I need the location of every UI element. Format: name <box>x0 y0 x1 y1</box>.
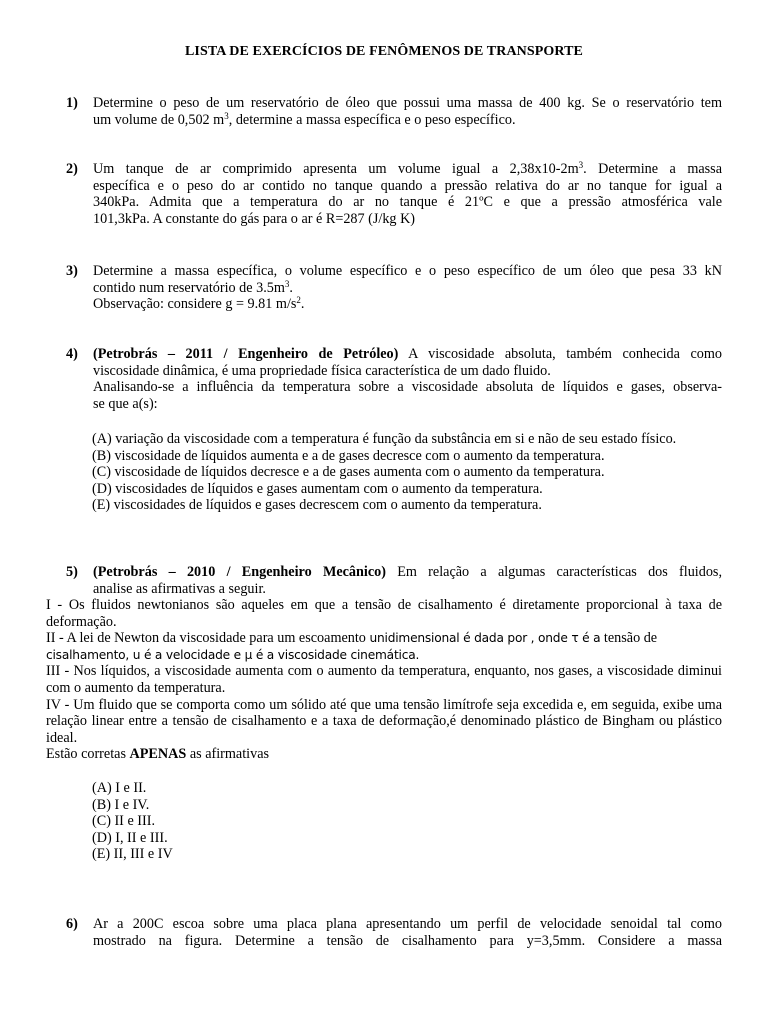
option-d: (D) viscosidades de líquidos e gases aumentam com o aumento da temperatura. <box>92 480 543 497</box>
question-2 <box>66 161 722 227</box>
option-e: (E) viscosidades de líquidos e gases decrescem com o aumento da temperatura. <box>92 497 542 514</box>
question-number: 4) <box>66 346 78 362</box>
question-5-statements <box>46 597 722 763</box>
question-text-line: analise as afirmativas a seguir. <box>93 580 266 597</box>
answer-c: (C) II e III. <box>92 813 156 830</box>
question-1 <box>66 95 722 128</box>
question-text-line: se que a(s): <box>93 395 158 412</box>
question-text-line: contido num reservatório de $3.5m^3$. <box>93 278 293 296</box>
question-text-line: viscosidade dinâmica, é uma propriedade física característica de um dado fluido. <box>93 362 551 379</box>
question-4 <box>66 346 722 412</box>
question-6 <box>66 916 722 949</box>
question-number: 6) <box>66 916 78 932</box>
answer-d: (D) I, II e III. <box>92 829 168 846</box>
page-title: LISTA DE EXERCÍCIOS DE FENÔMENOS DE TRANSPORTE <box>184 44 583 59</box>
question-4-options <box>46 431 722 514</box>
question-5-answers <box>92 780 173 863</box>
question-text-line: um volume de 0,502 $m^3$, determine a massa específica e o peso específico. <box>93 110 516 128</box>
statement-ii: II - A lei de Newton da viscosidade para um escoamento unidimensional é dada por , onde τ é a tensão de cisalhamento, u é a velocidade e μ é a viscosidade cinemática. <box>46 630 658 662</box>
statement-i: I - Os fluidos newtonianos são aqueles em que a tensão de cisalhamento é diretamente proporcional à taxa de deformação. <box>46 597 722 630</box>
question-text-line: 340kPa. Admita que a temperatura do ar no tanque é 21ºC e que a pressão atmosférica vale <box>93 194 722 211</box>
question-number: 1) <box>66 95 78 111</box>
question-text-line: Ar a 200C escoa sobre uma placa plana apresentando um perfil de velocidade senoidal tal como <box>93 916 722 932</box>
statement-iii: III - Nos líquidos, a viscosidade aumenta com o aumento da temperatura, enquanto, nos gases, a viscosidade diminui com o aumento da temperatura. <box>46 663 722 696</box>
question-text-line: Determine o peso de um reservatório de óleo que possui uma massa de 400 kg. Se o reservatório tem <box>93 95 722 111</box>
option-a: (A) variação da viscosidade com a temperatura é função da substância em si e não de seu estado físico. <box>92 431 677 447</box>
option-c: (C) viscosidade de líquidos decresce e a de gases aumenta com o aumento da temperatura. <box>92 464 605 481</box>
question-text-line: Observação: considere g = 9.81 $m/s^2$. <box>93 295 305 313</box>
question-3 <box>66 263 722 313</box>
question-text-line: (Petrobrás – 2011 / Engenheiro de Petróleo) A viscosidade absoluta, também conhecida como <box>93 346 722 362</box>
question-text-line: Determine a massa específica, o volume específico e o peso específico de um óleo que pesa 33 kN <box>93 263 722 279</box>
answer-b: (B) I e IV. <box>92 796 150 813</box>
question-text-line: mostrado na figura. Determine a tensão de cisalhamento para y=3,5mm. Considere a massa <box>93 932 722 949</box>
option-b: (B) viscosidade de líquidos aumenta e a de gases decresce com o aumento da temperatura. <box>92 447 605 464</box>
question-number: 3) <box>66 263 78 279</box>
question-text-line: 101,3kPa. A constante do gás para o ar é R=287 (J/kg K) <box>93 210 416 227</box>
statement-iv: IV - Um fluido que se comporta como um sólido até que uma tensão limítrofe seja excedida e, em seguida, exibe uma relação linear entre a tensão de cisalhamento e a taxa de deformação,é denominado plástico de Bingham ou plástico ideal. <box>46 696 722 746</box>
question-number: 5) <box>66 564 78 580</box>
question-text-line: Analisando-se a influência da temperatura sobre a viscosidade absoluta de líquidos e gases, observa- <box>93 379 722 396</box>
question-text-line: (Petrobrás – 2010 / Engenheiro Mecânico) Em relação a algumas características dos fluidos, <box>93 564 722 580</box>
question-5 <box>66 564 722 597</box>
answer-a: (A) I e II. <box>92 780 147 796</box>
answer-e: (E) II, III e IV <box>92 846 173 863</box>
question-number: 2) <box>66 161 78 177</box>
question-text-line: Um tanque de ar comprimido apresenta um volume igual a $2,38x10-2m^3$. Determine a massa <box>93 160 722 177</box>
statement-question: Estão corretas APENAS as afirmativas <box>46 746 270 763</box>
question-text-line: específica e o peso do ar contido no tanque quando a pressão relativa do ar no tanque for igual a <box>93 177 722 194</box>
